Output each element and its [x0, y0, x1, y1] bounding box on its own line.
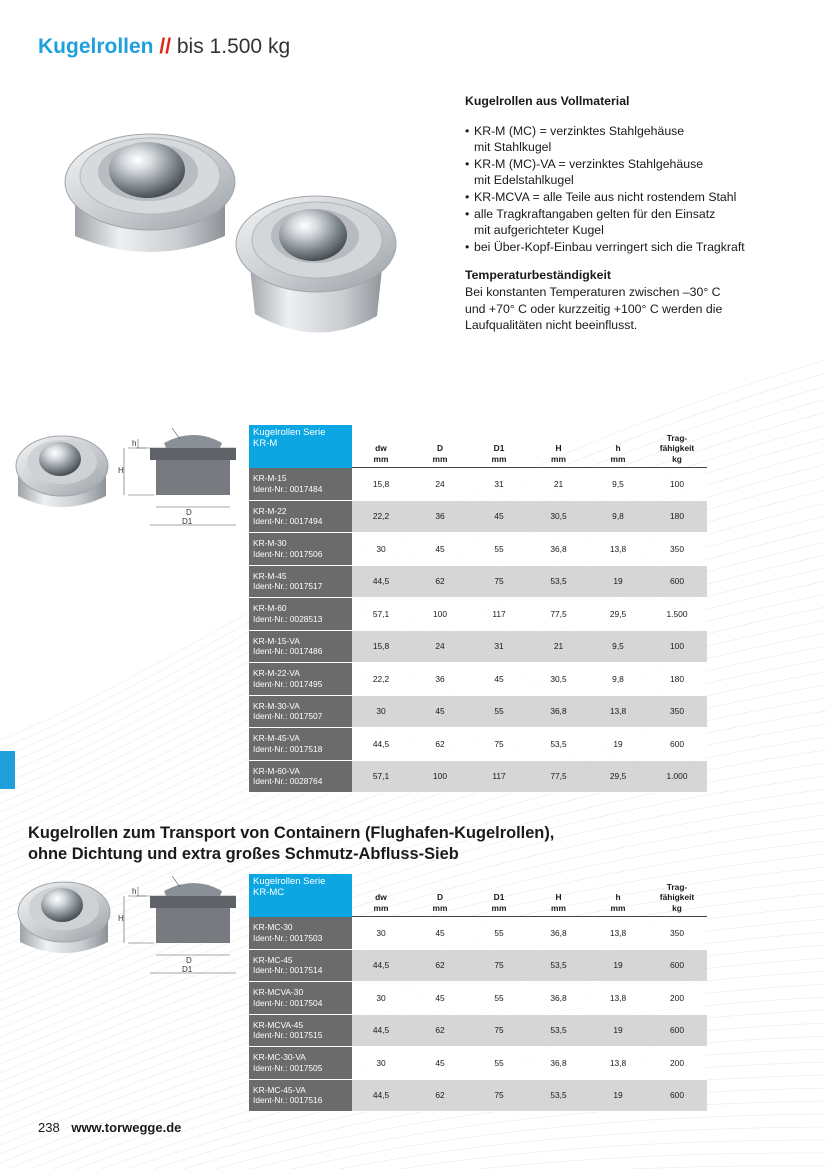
value-cell: 44,5 [352, 1080, 410, 1113]
product-name: KR-MCVA-45 [253, 1019, 304, 1030]
value-cell: 100 [647, 631, 707, 664]
value-cell: 19 [589, 1080, 647, 1113]
ball-transfer-unit-small [236, 196, 396, 333]
value-cell: 21 [528, 468, 589, 501]
value-cell: 75 [470, 950, 528, 983]
title-main: Kugelrollen [38, 35, 154, 58]
table-row [249, 566, 707, 599]
value-cell: 600 [647, 1080, 707, 1113]
value-cell: 19 [589, 728, 647, 761]
value-cell: 44,5 [352, 566, 410, 599]
value-cell: 75 [470, 1080, 528, 1113]
value-cell: 180 [647, 501, 707, 534]
product-name: KR-MCVA-30 [253, 987, 304, 998]
product-name: KR-M-15 [253, 473, 287, 484]
value-cell: 30 [352, 696, 410, 729]
series-header: Kugelrollen Serie KR-MC [249, 874, 352, 917]
value-cell: 53,5 [528, 950, 589, 983]
value-cell: 117 [470, 761, 528, 794]
value-cell: 350 [647, 696, 707, 729]
product-name: KR-MC-45-VA [253, 1084, 306, 1095]
feature-item [465, 189, 805, 206]
value-cell: 117 [470, 598, 528, 631]
product-label-cell [249, 696, 352, 729]
value-cell: 77,5 [528, 598, 589, 631]
side-accent-bar [0, 751, 15, 789]
column-header: Trag- fähigkeit kg [647, 425, 707, 468]
dim-label-D1: D1 [182, 517, 193, 526]
product-name: KR-M-22 [253, 505, 287, 516]
value-cell: 31 [470, 631, 528, 664]
spec-table-kr-m [249, 425, 707, 793]
dim-label-h: h [132, 887, 137, 896]
value-cell: 30 [352, 982, 410, 1015]
dim-label-h: h [132, 439, 137, 448]
value-cell: 57,1 [352, 598, 410, 631]
feature-text: KR-MCVA = alle Teile aus nicht rostendem Stahl [474, 189, 737, 204]
section-heading [28, 823, 554, 865]
feature-item [465, 123, 805, 156]
value-cell: 29,5 [589, 761, 647, 794]
value-cell: 53,5 [528, 1015, 589, 1048]
value-cell: 600 [647, 1015, 707, 1048]
value-cell: 55 [470, 696, 528, 729]
value-cell: 62 [410, 728, 470, 761]
temperature-line: Laufqualitäten nicht beeinflusst. [465, 318, 638, 333]
table-row [249, 1080, 707, 1113]
value-cell: 75 [470, 728, 528, 761]
product-label-cell [249, 1080, 352, 1113]
value-cell: 45 [410, 917, 470, 950]
page-title [38, 34, 290, 60]
value-cell: 200 [647, 982, 707, 1015]
value-cell: 24 [410, 468, 470, 501]
product-label-cell [249, 982, 352, 1015]
product-label-cell [249, 917, 352, 950]
product-name: KR-M-15-VA [253, 635, 300, 646]
product-label-cell [249, 631, 352, 664]
value-cell: 62 [410, 1015, 470, 1048]
feature-item [465, 239, 805, 256]
kr-mc-thumbnail [12, 876, 117, 966]
value-cell: 350 [647, 917, 707, 950]
ident-number: Ident-Nr.: 0017517 [253, 581, 323, 592]
kr-m-technical-drawing [118, 425, 238, 530]
product-label-cell [249, 533, 352, 566]
product-name: KR-M-30 [253, 538, 287, 549]
product-label-cell [249, 950, 352, 983]
table-row [249, 533, 707, 566]
ident-number: Ident-Nr.: 0017486 [253, 646, 323, 657]
value-cell: 600 [647, 950, 707, 983]
table-row [249, 631, 707, 664]
value-cell: 45 [410, 982, 470, 1015]
table-row [249, 728, 707, 761]
dim-label-H: H [118, 466, 124, 475]
temperature-heading: Temperaturbeständigkeit [465, 268, 612, 283]
kr-m-thumbnail [10, 430, 115, 520]
ident-number: Ident-Nr.: 0017494 [253, 516, 323, 527]
spec-table-kr-mc [249, 874, 707, 1112]
value-cell: 600 [647, 728, 707, 761]
value-cell: 30 [352, 533, 410, 566]
description-block [465, 93, 805, 334]
feature-text-cont: mit Edelstahlkugel [474, 173, 574, 188]
table-body [249, 917, 707, 1112]
ident-number: Ident-Nr.: 0017506 [253, 548, 323, 559]
ident-number: Ident-Nr.: 0017518 [253, 743, 323, 754]
product-name: KR-M-60 [253, 603, 287, 614]
value-cell: 36 [410, 663, 470, 696]
value-cell: 77,5 [528, 761, 589, 794]
website-link[interactable]: www.torwegge.de [71, 1120, 182, 1135]
value-cell: 13,8 [589, 982, 647, 1015]
table-row [249, 468, 707, 501]
value-cell: 45 [470, 663, 528, 696]
value-cell: 55 [470, 982, 528, 1015]
value-cell: 600 [647, 566, 707, 599]
value-cell: 36,8 [528, 696, 589, 729]
column-header: dw mm [352, 425, 410, 468]
table-header-row [249, 425, 707, 468]
value-cell: 100 [410, 761, 470, 794]
column-header: H mm [528, 425, 589, 468]
feature-text: KR-M (MC) = verzinktes Stahlgehäuse [474, 123, 685, 138]
ident-number: Ident-Nr.: 0017507 [253, 711, 323, 722]
temperature-line: und +70° C oder kurzzeitig +100° C werden die [465, 301, 723, 316]
ident-number: Ident-Nr.: 0017514 [253, 965, 323, 976]
value-cell: 53,5 [528, 1080, 589, 1113]
column-header: dw mm [352, 874, 410, 917]
value-cell: 15,8 [352, 468, 410, 501]
column-header: D1 mm [470, 874, 528, 917]
value-cell: 29,5 [589, 598, 647, 631]
value-cell: 36,8 [528, 533, 589, 566]
value-cell: 36,8 [528, 917, 589, 950]
value-cell: 13,8 [589, 533, 647, 566]
product-name: KR-M-45 [253, 570, 287, 581]
value-cell: 45 [470, 501, 528, 534]
table-header-row [249, 874, 707, 917]
column-header: H mm [528, 874, 589, 917]
value-cell: 36,8 [528, 982, 589, 1015]
product-label-cell [249, 1015, 352, 1048]
column-header: D mm [410, 425, 470, 468]
table-row [249, 1047, 707, 1080]
value-cell: 180 [647, 663, 707, 696]
product-name: KR-MC-45 [253, 954, 293, 965]
product-name: KR-MC-30 [253, 922, 293, 933]
value-cell: 9,5 [589, 631, 647, 664]
value-cell: 36,8 [528, 1047, 589, 1080]
table-row [249, 761, 707, 794]
product-name: KR-M-30-VA [253, 700, 300, 711]
table-row [249, 501, 707, 534]
value-cell: 44,5 [352, 728, 410, 761]
value-cell: 19 [589, 1015, 647, 1048]
value-cell: 62 [410, 566, 470, 599]
value-cell: 21 [528, 631, 589, 664]
feature-item [465, 206, 805, 239]
dim-label-D: D [186, 508, 192, 517]
value-cell: 36 [410, 501, 470, 534]
table-row [249, 982, 707, 1015]
value-cell: 55 [470, 917, 528, 950]
product-name: KR-M-45-VA [253, 733, 300, 744]
column-header: Trag- fähigkeit kg [647, 874, 707, 917]
value-cell: 19 [589, 566, 647, 599]
feature-list [465, 123, 805, 256]
ident-number: Ident-Nr.: 0017504 [253, 997, 323, 1008]
table-row [249, 1015, 707, 1048]
page-footer [38, 1120, 181, 1135]
dim-label-D: D [186, 956, 192, 965]
title-suffix: bis 1.500 kg [176, 35, 291, 58]
value-cell: 100 [410, 598, 470, 631]
value-cell: 45 [410, 533, 470, 566]
ident-number: Ident-Nr.: 0017495 [253, 678, 323, 689]
column-header: D mm [410, 874, 470, 917]
column-header: h mm [589, 425, 647, 468]
ident-number: Ident-Nr.: 0017516 [253, 1095, 323, 1106]
section-heading-line: ohne Dichtung und extra großes Schmutz-Abfluss-Sieb [28, 845, 459, 863]
dim-label-D1: D1 [182, 965, 193, 974]
feature-text-cont: mit Stahlkugel [474, 140, 552, 155]
value-cell: 350 [647, 533, 707, 566]
feature-text: KR-M (MC)-VA = verzinktes Stahlgehäuse [474, 156, 704, 171]
product-label-cell [249, 501, 352, 534]
table-body [249, 468, 707, 793]
value-cell: 45 [410, 696, 470, 729]
table-row [249, 598, 707, 631]
feature-text: bei Über-Kopf-Einbau verringert sich die Tragkraft [474, 239, 745, 254]
ident-number: Ident-Nr.: 0017505 [253, 1062, 323, 1073]
value-cell: 55 [470, 1047, 528, 1080]
table-row [249, 696, 707, 729]
value-cell: 22,2 [352, 501, 410, 534]
temperature-text [465, 284, 805, 334]
product-label-cell [249, 468, 352, 501]
column-header: D1 mm [470, 425, 528, 468]
description-heading: Kugelrollen aus Vollmaterial [465, 94, 630, 108]
value-cell: 19 [589, 950, 647, 983]
value-cell: 75 [470, 566, 528, 599]
ident-number: Ident-Nr.: 0028513 [253, 613, 323, 624]
ident-number: Ident-Nr.: 0017484 [253, 483, 323, 494]
product-label-cell [249, 1047, 352, 1080]
series-header: Kugelrollen Serie KR-M [249, 425, 352, 468]
value-cell: 30,5 [528, 663, 589, 696]
value-cell: 9,5 [589, 468, 647, 501]
table-row [249, 663, 707, 696]
value-cell: 15,8 [352, 631, 410, 664]
column-header: h mm [589, 874, 647, 917]
value-cell: 75 [470, 1015, 528, 1048]
temperature-line: Bei konstanten Temperaturen zwischen –30° C [465, 284, 721, 299]
ball-transfer-unit-large [65, 134, 235, 252]
value-cell: 62 [410, 950, 470, 983]
section-heading-line: Kugelrollen zum Transport von Containern (Flughafen-Kugelrollen), [28, 824, 555, 842]
value-cell: 1.500 [647, 598, 707, 631]
product-label-cell [249, 761, 352, 794]
value-cell: 53,5 [528, 728, 589, 761]
value-cell: 100 [647, 468, 707, 501]
ident-number: Ident-Nr.: 0017515 [253, 1030, 323, 1041]
table-row [249, 917, 707, 950]
feature-text: alle Tragkraftangaben gelten für den Einsatz [474, 206, 716, 221]
kr-mc-technical-drawing [118, 873, 238, 978]
ident-number: Ident-Nr.: 0028764 [253, 776, 323, 787]
value-cell: 62 [410, 1080, 470, 1113]
value-cell: 13,8 [589, 1047, 647, 1080]
product-name: KR-MC-30-VA [253, 1052, 306, 1063]
value-cell: 13,8 [589, 917, 647, 950]
dim-label-H: H [118, 914, 124, 923]
value-cell: 1.000 [647, 761, 707, 794]
value-cell: 53,5 [528, 566, 589, 599]
value-cell: 9,8 [589, 663, 647, 696]
value-cell: 45 [410, 1047, 470, 1080]
feature-text-cont: mit aufgerichteter Kugel [474, 223, 604, 238]
product-label-cell [249, 566, 352, 599]
value-cell: 44,5 [352, 1015, 410, 1048]
value-cell: 44,5 [352, 950, 410, 983]
value-cell: 200 [647, 1047, 707, 1080]
value-cell: 13,8 [589, 696, 647, 729]
value-cell: 24 [410, 631, 470, 664]
value-cell: 22,2 [352, 663, 410, 696]
value-cell: 9,8 [589, 501, 647, 534]
product-label-cell [249, 728, 352, 761]
page-number: 238 [38, 1120, 60, 1135]
value-cell: 31 [470, 468, 528, 501]
value-cell: 55 [470, 533, 528, 566]
feature-item [465, 156, 805, 189]
product-photo [55, 118, 400, 350]
product-label-cell [249, 598, 352, 631]
value-cell: 30,5 [528, 501, 589, 534]
value-cell: 30 [352, 1047, 410, 1080]
product-name: KR-M-60-VA [253, 765, 300, 776]
product-label-cell [249, 663, 352, 696]
table-row [249, 950, 707, 983]
product-name: KR-M-22-VA [253, 668, 300, 679]
value-cell: 57,1 [352, 761, 410, 794]
value-cell: 30 [352, 917, 410, 950]
title-separator: // [159, 35, 172, 58]
ident-number: Ident-Nr.: 0017503 [253, 932, 323, 943]
